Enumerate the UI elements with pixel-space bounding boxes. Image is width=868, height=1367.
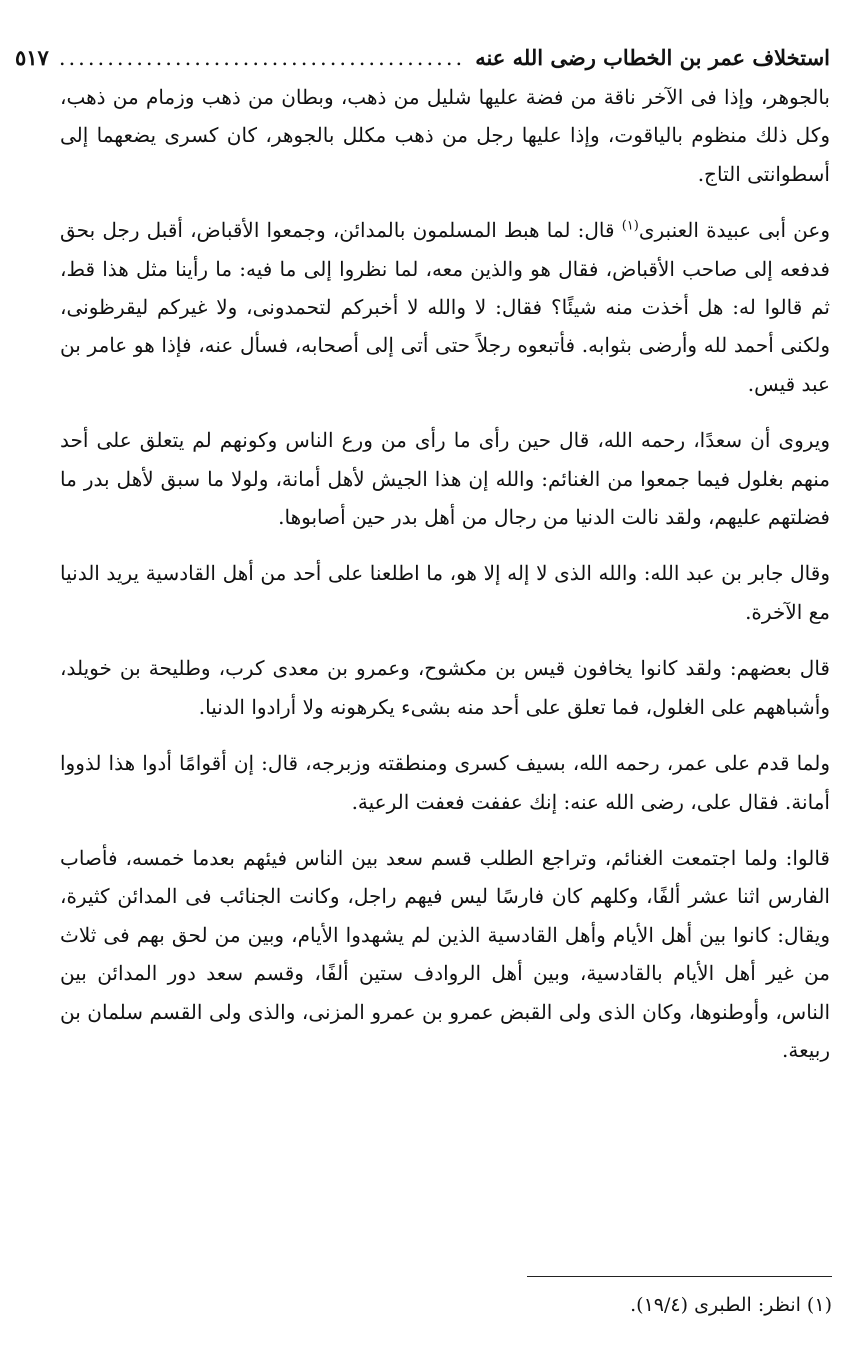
paragraph-2-lead: وعن أبى عبيدة العنبرى	[638, 218, 830, 243]
footnote-reference[interactable]: (١)	[621, 218, 639, 234]
paragraph-1: بالجوهر، وإذا فى الآخر ناقة من فضة عليها شليل من ذهب، وبطان من ذهب وزمام من ذهب، وكل ذلك منظوم بالياقوت، وإذا عليها رجل من ذهب مكلل بالجوهر، كان كسرى يضعهما إلى أسطوانتى التاج.	[60, 85, 830, 186]
paragraph-3: ويروى أن سعدًا، رحمه الله، قال حين رأى ما رأى من ورع الناس وكونهم لم يتعلق على أحد منهم بغلول فيما جمعوا من الغنائم: والله إن هذا الجيش لأهل أمانة، ولولا ما سبق لأهل بدر ما فضلتهم عليهم، ولقد نالت الدنيا من رجال من أهل بدر حين أصابوها.	[60, 428, 830, 530]
footnote: (١) انظر: الطبرى (١٩/٤).	[630, 1294, 832, 1316]
paragraph-2	[60, 211, 830, 403]
running-header	[14, 38, 830, 78]
paragraph-4: وقال جابر بن عبد الله: والله الذى لا إله إلا هو، ما اطلعنا على أحد من أهل القادسية يريد الدنيا مع الآخرة.	[60, 561, 830, 624]
paragraph-2-body: قال: لما هبط المسلمون بالمدائن، وجمعوا الأقباض، أقبل رجل بحق فدفعه إلى صاحب الأقباض، فقال هو والذين معه، لما نظروا إلى ما فيه: ما رأينا مثل هذا قط، ثم قالوا له: هل أخذت منه شيئًا؟ فقال: لا والله لا أخبركم لتحمدونى، ولا غيركم ليقرظونى، ولكنى أحمد لله وأرضى بثوابه. فأتبعوه رجلاً حتى أتى إلى أصحابه، فسأل عنه، فإذا هو عامر بن عبد قيس.	[60, 218, 830, 396]
paragraph-7: قالوا: ولما اجتمعت الغنائم، وتراجع الطلب قسم سعد بين الناس فيئهم بعدما خمسه، فأصاب الفارس اثنا عشر ألفًا، وكلهم كان فارسًا ليس فيهم راجل، وكانت الجنائب فى المدائن كثيرة، ويقال: كانوا بين أهل الأيام وأهل القادسية الذين لم يشهدوا الأيام، وبين من لحق بهم فى ثلاث من غير أهل الأيام بالقادسية، وبين أهل الروادف ستين ألفًا، وقسم سعد دور المدائن بين الناس، وأوطنوها، وكان الذى ولى القبض عمرو بن عمرو المزنى، والذى ولى القسم سلمان بن ربيعة.	[60, 845, 830, 1062]
footnote-divider	[527, 1276, 832, 1277]
header-leader-dots: ..........................................	[58, 46, 466, 70]
header-title: استخلاف عمر بن الخطاب رضى الله عنه	[475, 45, 830, 70]
book-page	[14, 38, 830, 1087]
paragraph-5: قال بعضهم: ولقد كانوا يخافون قيس بن مكشوح، وعمرو بن معدى كرب، وطليحة بن خويلد، وأشباههم على الغلول، فما تعلق على أحد منه بشىء يكرهونه ولا أرادوا الدنيا.	[60, 656, 830, 719]
paragraph-6: ولما قدم على عمر، رحمه الله، بسيف كسرى ومنطقته وزبرجه، قال: إن أقوامًا أدوا هذا لذووا أمانة. فقال على، رضى الله عنه: إنك عففت فعفت الرعية.	[60, 751, 830, 814]
page-number: ٥١٧	[14, 45, 49, 70]
